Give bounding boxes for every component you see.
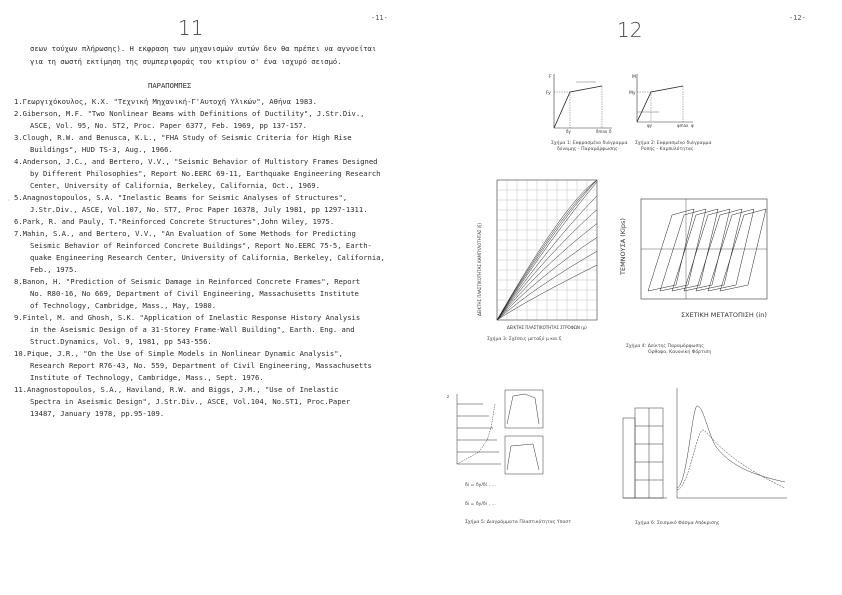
figure-2-caption: Σχήμα 2: Εκφρασμένο διάγραμμα Ροπής - Καμπυλότητας (635, 141, 712, 152)
figure-2 (629, 72, 697, 134)
references-title: ΠΑΡΑΠΟΜΠΕΣ (148, 81, 192, 90)
fig1-label-dy: δy (566, 129, 571, 134)
fig4-ylabel: ΤΕΜΝΟΥΣΑ (Kips) (619, 218, 627, 275)
reference-item: 3.Clough, R.W. and Benusca, K.L., "FHA Study of Seismic Criteria for High Rise (14, 133, 352, 142)
fig2-label-my: My (629, 91, 636, 96)
reference-item: 7.Mahin, S.A., and Bertero, V.V., "An Evaluation of Some Methods for Predicting (14, 229, 356, 238)
figure-5-formula-2: δi = δy/δi , ... (465, 502, 496, 507)
page-number: -11- (371, 14, 388, 22)
figure-6 (617, 378, 792, 523)
reference-item: 8.Banon, H. "Prediction of Seismic Damage in Reinforced Concrete Frames", Report (14, 277, 361, 286)
reference-continuation: No. R80-16, No 669, Department of Civil Engineering, Massachusetts Institute (30, 289, 359, 298)
fig1-label-d: δ (609, 129, 612, 134)
ductility-profile-diagram (443, 384, 583, 484)
reference-item: 10.Pique, J.R., "On the Use of Simple Models in Nonlinear Dynamic Analysis", (14, 349, 343, 358)
margin-mark: · (7, 197, 11, 204)
fig3-xlabel: ΔΕΙΚΤΗΣ ΠΛΑΣΤΙΚΟΤΗΤΑΣ ΣΤΡΟΦΩΝ (μ) (507, 325, 587, 330)
reference-continuation: in the Aseismic Design of a 31-Storey Frame-Wall Building", Earth. Eng. and (30, 325, 355, 334)
handwritten-page-number: 11 (178, 16, 204, 40)
fig2-label-phimax: φmax (677, 123, 689, 128)
figure-5-caption: Σχήμα 5: Διαγράμματα Πλαστικότητας Υποστ (465, 520, 571, 525)
reference-continuation: of Technology, Cambridge, Mass., May, 1980. (30, 301, 217, 310)
figure-1 (546, 72, 616, 134)
frame-and-spectrum-diagram (617, 378, 792, 523)
moment-curvature-diagram (629, 72, 697, 134)
handwritten-page-number: 12 (617, 18, 643, 42)
reference-continuation: J.Str.Div., ASCE, Vol.107, No. ST7, Proc Paper 16378, July 1981, pp 1297-1311. (30, 205, 368, 214)
svg-text:z: z (447, 394, 450, 399)
fig4-xlabel: ΣΧΕΤΙΚΗ ΜΕΤΑΤΟΠΙΣΗ (in) (681, 311, 767, 319)
references-list (14, 96, 414, 420)
figure-4-caption: Σχήμα 4: Δείκτης Παραμόρφωσης Ορθοφα, Κανονική Φόρτιση (626, 344, 712, 355)
reference-continuation: Institute of Technology, Cambridge, Mass., Sept. 1976. (30, 373, 264, 382)
reference-continuation: Spectra in Aseismic Design", J.Str.Div., ASCE, Vol.104, No.ST1, Proc.Paper (30, 397, 351, 406)
reference-item: 6.Park, R. and Pauly, T."Reinforced Concrete Structures",John Wiley, 1975. (14, 217, 335, 226)
reference-continuation: by Different Philosophies", Report No.EERC 69-11, Earthquake Engineering Research (30, 169, 381, 178)
fig2-label-phi: φ (691, 123, 694, 128)
intro-line-1: σεων τούχων πλήρωσης). Η εκφραση των μηχανισμών αυτών δεν θα πρέπει να αγνοείται (30, 44, 377, 53)
figure-4 (611, 195, 771, 325)
reference-continuation: quake Engineering Research Center, University of California, Berkeley, California, (30, 253, 385, 262)
reference-continuation: ASCE, Vol. 95, No. ST2, Proc. Paper 6377, Feb. 1969, pp 137-157. (30, 121, 307, 130)
reference-continuation: Feb., 1975. (30, 265, 78, 274)
fig1-label-f: F (549, 75, 552, 80)
reference-continuation: Struct.Dynamics, Vol. 9, 1981, pp 543-556. (30, 337, 212, 346)
reference-item: 11.Anagnostopoulos, S.A., Haviland, R.W. and Biggs, J.M., "Use of Inelastic (14, 385, 339, 394)
fig2-label-m: M (632, 75, 636, 80)
fig2-label-phiy: φy (647, 123, 653, 128)
hysteresis-chart (611, 195, 771, 325)
fig4-loop (648, 209, 694, 291)
force-deformation-diagram (546, 72, 616, 134)
figure-5 (443, 384, 583, 484)
fig1-label-dmax: δmax (596, 129, 608, 134)
fig4-loop (672, 209, 718, 291)
figure-3 (469, 176, 601, 331)
reference-continuation: Buildings", HUD TS-3, Aug., 1966. (30, 145, 173, 154)
reference-item: 4.Anderson, J.C., and Bertero, V.V., "Seismic Behavior of Multistory Frames Designed (14, 157, 378, 166)
figure-1-caption: Σχήμα 1: Εκφρασμένο διάγραμμα δύναμης - Παραμόρφωσης (551, 141, 628, 152)
intro-line-2: για τη σωστή εκτίμηση της συμπεριφοράς του κτιρίου σ' ένα ισχυρό σεισμό. (30, 57, 342, 66)
figure-5-formula-1: δi = δy/δi , ... (465, 483, 496, 488)
fig1-label-fy: Fy (546, 91, 551, 96)
ductility-relation-chart (469, 176, 601, 331)
reference-item: 9.Fintel, M. and Ghosh, S.K. "Application of Inelastic Response History Analysis (14, 313, 361, 322)
right-page (421, 0, 842, 595)
fig4-loop (660, 209, 706, 291)
reference-continuation: Seismic Behavior of Reinforced Concrete Buildings", Report No.EERC 75-5, Earth- (30, 241, 372, 250)
reference-continuation: Center, University of California, Berkeley, California, Oct., 1969. (30, 181, 320, 190)
figure-3-caption: Σχήμα 3: Σχέσεις μεταξύ μ και ξ (487, 337, 562, 342)
reference-item: 5.Anagnostopoulos, S.A. "Inelastic Beams for Seismic Analyses of Structures", (14, 193, 348, 202)
reference-continuation: 13487, January 1978, pp.95-109. (30, 409, 165, 418)
reference-item: 2.Giberson, M.F. "Two Nonlinear Beams with Definitions of Ductility", J.Str.Div., (14, 109, 365, 118)
fig3-ylabel: ΔΕΙΚΤΗΣ ΠΛΑΣΤΙΚΟΤΗΤΑΣ ΚΑΜΠΥΛΟΤΗΤΑΣ (ξ) (477, 222, 482, 316)
reference-item: 1.Γεωργιχόκουλος, Κ.Χ. "Τεχνική Μηχανική-Γ'Αυτοχή Υλικών", Αθήνα 1983. (14, 97, 317, 106)
reference-continuation: Research Report R76-43, No. 559, Department of Civil Engineering, Massachusetts (30, 361, 372, 370)
page-number: -12- (789, 14, 806, 22)
figure-6-caption: Σχήμα 6: Σεισμικό Φάσμα Απόκρισης (635, 521, 720, 526)
